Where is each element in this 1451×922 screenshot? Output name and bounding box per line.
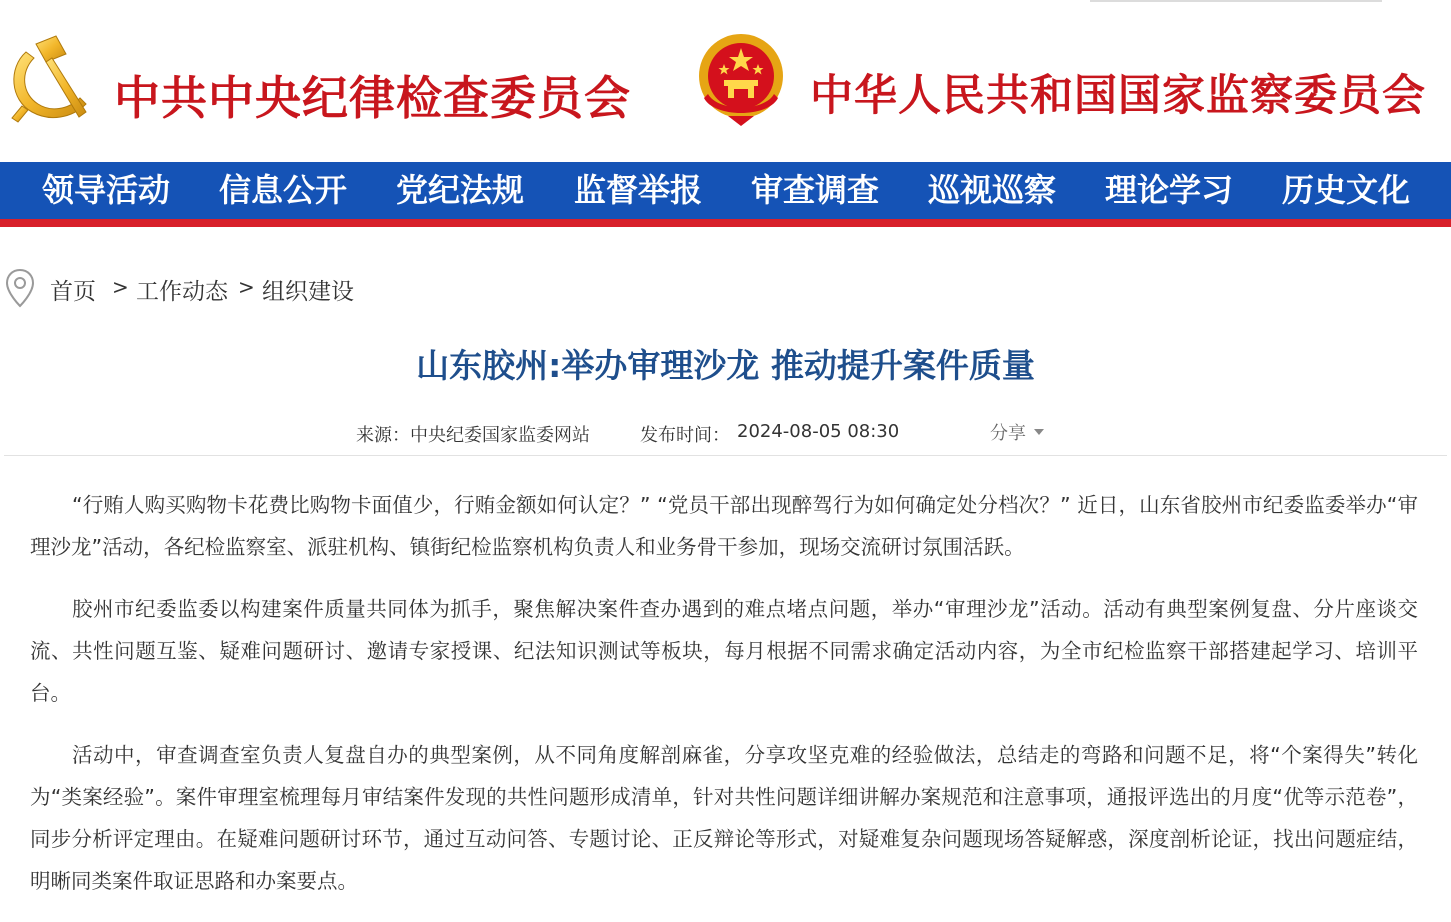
nav-item-supervision-report[interactable]: 监督举报 [574,171,703,209]
article-body [30,484,1418,922]
nav-item-info-disclosure[interactable]: 信息公开 [219,171,348,209]
breadcrumb [0,264,600,312]
article-source: 来源：中央纪委国家监委网站 [356,425,590,446]
breadcrumb-separator: > [112,275,129,299]
publish-time-label: 发布时间： [640,425,730,446]
nav-item-leadership[interactable]: 领导活动 [42,171,171,209]
title-divider [4,455,1447,456]
article-paragraph: “行贿人购买购物卡花费比购物卡面值少，行贿金额如何认定？” “党员干部出现醉驾行为如何确定处分档次？” 近日，山东省胶州市纪委监委举办“审理沙龙”活动，各纪检监察室、派驻机构、镇街纪检监察机构负责人和业务骨干参加，现场交流研讨氛围活跃。 [30,493,1418,559]
nav-item-inspection[interactable]: 巡视巡察 [928,171,1057,209]
nav-item-history-culture[interactable]: 历史文化 [1282,171,1411,209]
article-paragraph: 胶州市纪委监委以构建案件质量共同体为抓手，聚焦解决案件查办遇到的难点堵点问题，举办“审理沙龙”活动。活动有典型案例复盘、分片座谈交流、共性问题互鉴、疑难问题研讨、邀请专家授课、纪法知识测试等板块，每月根据不同需求确定活动内容，为全市纪检监察干部搭建起学习、培训平台。 [30,597,1418,705]
publish-time-value: 2024-08-05 08:30 [737,421,900,442]
party-emblem-icon [6,34,94,124]
breadcrumb-separator: > [238,275,255,299]
caret-down-icon[interactable] [1034,429,1044,435]
breadcrumb-work-news-link[interactable]: 工作动态 [136,279,228,305]
breadcrumb-org-building-link[interactable]: 组织建设 [262,279,354,305]
nav-item-theory-study[interactable]: 理论学习 [1105,171,1234,209]
breadcrumb-home-link[interactable]: 首页 [50,279,96,305]
article-paragraph: 活动中，审查调查室负责人复盘自办的典型案例，从不同角度解剖麻雀，分享攻坚克难的经验做法，总结走的弯路和问题不足，将“个案得失”转化为“类案经验”。案件审理室梳理每月审结案件发现的共性问题形成清单，针对共性问题详细讲解办案规范和注意事项，通报评选出的月度“优等示范卷”，同步分析评定理由。在疑难问题研讨环节，通过互动问答、专题讨论、正反辩论等形式，对疑难复杂问题现场答疑解惑，深度剖析论证，找出问题症结，明晰同类案件取证思路和办案要点。 [30,743,1418,893]
article-title: 山东胶州:举办审理沙龙 推动提升案件质量 [416,346,1035,385]
location-pin-icon [4,268,36,308]
nav-item-party-regulations[interactable]: 党纪法规 [396,171,525,209]
ccdi-site-title[interactable]: 中共中央纪律检查委员会 [114,71,631,125]
nav-item-investigation[interactable]: 审查调查 [751,171,880,209]
nsc-site-title[interactable]: 中华人民共和国国家监察委员会 [810,71,1426,121]
share-button[interactable]: 分享 [990,423,1026,444]
main-nav [0,162,1451,227]
site-header [0,0,1451,162]
state-emblem-icon [694,32,788,128]
